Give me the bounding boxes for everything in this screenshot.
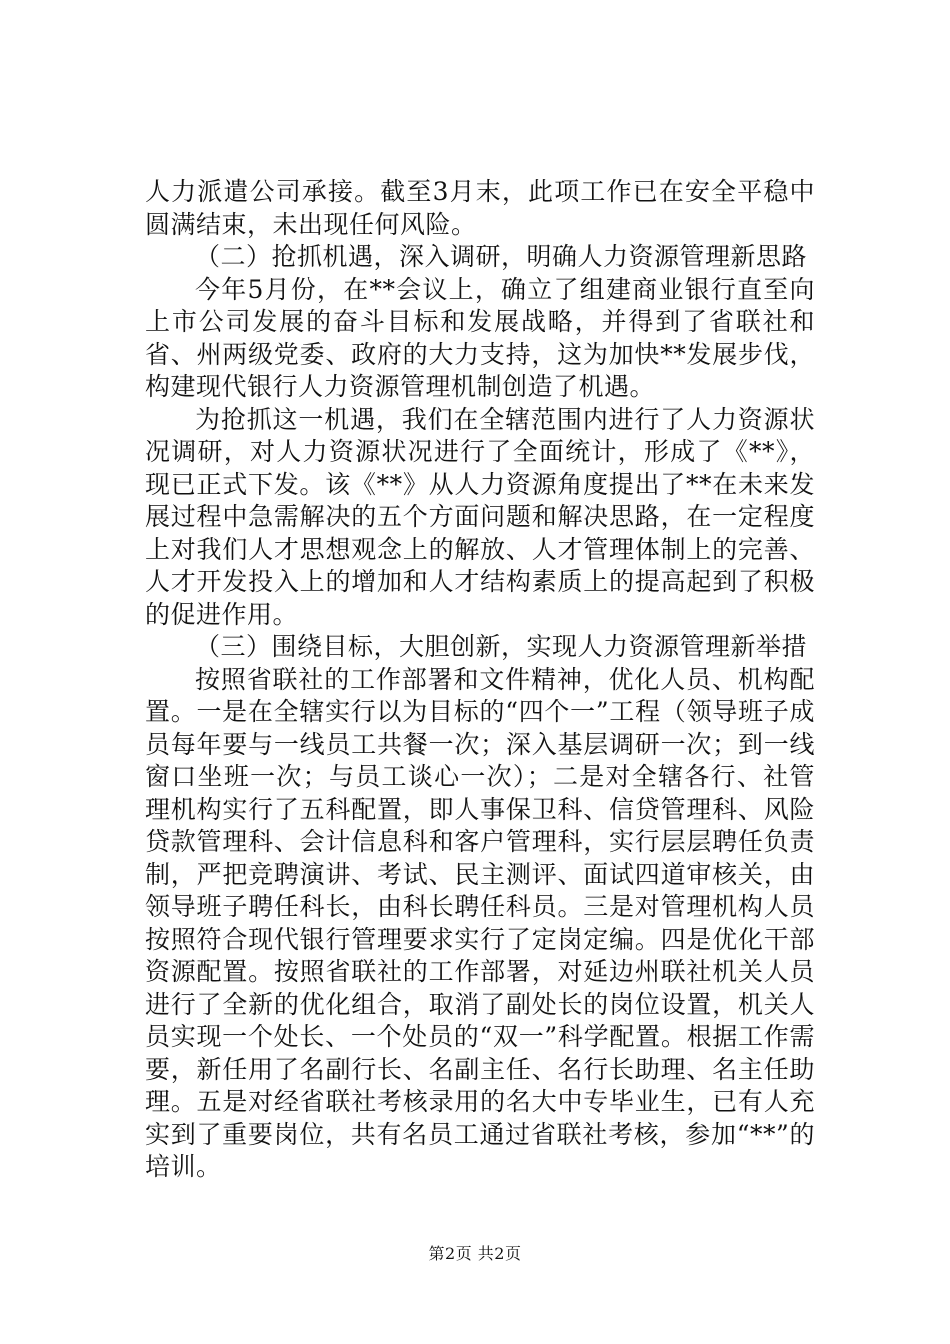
paragraph-strategy: 今年5月份，在**会议上，确立了组建商业银行直至向上市公司发展的奋斗目标和发展战略，并得到了省联社和省、州两级党委、政府的大力支持，这为加快**发展步伐，构建现代银行人力资源管理机制创造了机遇。 (145, 274, 815, 401)
paragraph-continuation: 人力派遣公司承接。截至3月末，此项工作已在安全平稳中圆满结束，未出现任何风险。 (145, 177, 815, 239)
paragraph-measures: 按照省联社的工作部署和文件精神，优化人员、机构配置。一是在全辖实行以为目标的“四个一”工程（领导班子成员每年要与一线员工共餐一次；深入基层调研一次；到一线窗口坐班一次；与员工谈心一次）；二是对全辖各行、社管理机构实行了五科配置，即人事保卫科、信贷管理科、风险贷款管理科、会计信息科和客户管理科，实行层层聘任负责制，严把竞聘演讲、考试、民主测评、面试四道审核关，由领导班子聘任科长，由科长聘任科员。三是对管理机构人员按照符合现代银行管理要求实行了定岗定编。四是优化干部资源配置。按照省联社的工作部署，对延边州联社机关人员进行了全新的优化组合，取消了副处长的岗位设置，机关人员实现一个处长、一个处员的“双一”科学配置。根据工作需要，新任用了名副行长、名副主任、名行长助理、名主任助理。五是对经省联社考核录用的名大中专毕业生，已有人充实到了重要岗位，共有名员工通过省联社考核，参加“**”的培训。 (145, 664, 815, 1181)
paragraph-survey: 为抢抓这一机遇，我们在全辖范围内进行了人力资源状况调研，对人力资源状况进行了全面统计，形成了《**》，现已正式下发。该《**》从人力资源角度提出了**在未来发展过程中急需解决的五个方面问题和解决思路，在一定程度上对我们人才思想观念上的解放、人才管理体制上的完善、人才开发投入上的增加和人才结构素质上的提高起到了积极的促进作用。 (145, 404, 815, 629)
document-body (145, 176, 815, 1184)
section-heading-3: （三）围绕目标，大胆创新，实现人力资源管理新举措 (195, 632, 808, 661)
section-heading-2: （二）抢抓机遇，深入调研，明确人力资源管理新思路 (195, 242, 808, 271)
page-number-footer: 第2页 共2页 (428, 1244, 522, 1263)
